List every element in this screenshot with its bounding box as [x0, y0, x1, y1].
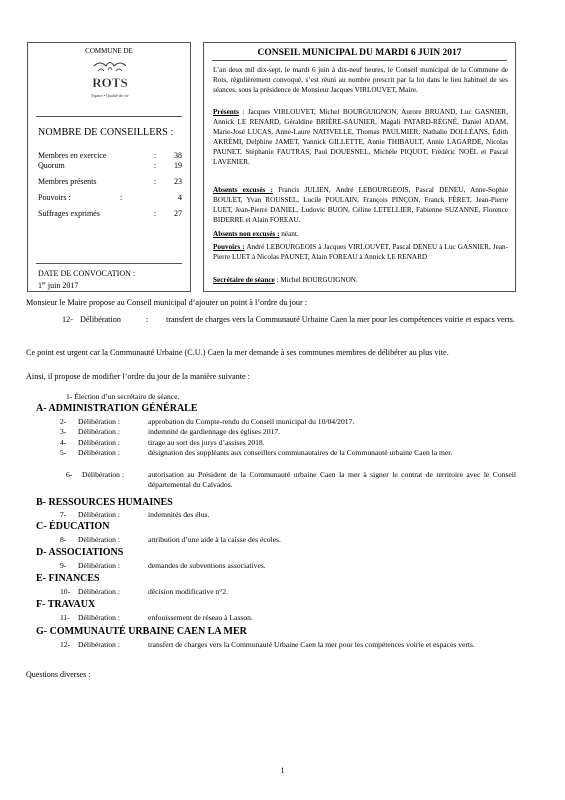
- commune-label: COMMUNE DE: [85, 47, 133, 55]
- section-e-title: E- FINANCES: [36, 573, 100, 584]
- stat-label: Membres en exercice: [38, 151, 107, 160]
- pouvoirs-paragraph: [213, 242, 508, 262]
- stat-value: 27: [174, 209, 182, 218]
- stat-value: 4: [178, 193, 182, 202]
- proposal-intro: Monsieur le Maire propose au Conseil municipal d’ajouter un point à l’ordre du jour :: [26, 298, 308, 307]
- stat-row: Suffrages exprimés : 27: [38, 209, 182, 218]
- urgency-paragraph: Ce point est urgent car la Communauté Urbaine (C.U.) Caen la mer demande à ses communes membres de délibérer au plus vite.: [26, 348, 449, 357]
- excuses-text: Francis JULIEN, André LEBOURGEOIS, Pascal DENEU, Anne-Sophie BOULET, Yvan ROUSSEL, Lucile POULAIN, François PINÇON, Franck FÉRET, Jean-Pierre LUET, Jean-Pierre DANIEL, Ludovic BUON, Céline LETELLIER, Fabienne SUZANNE, Florence BIDERRE et Alain FOREAU.: [213, 186, 509, 224]
- stat-row: Quorum : 19: [38, 161, 182, 170]
- non-excuses-paragraph: [213, 229, 508, 239]
- section-c-title: C- ÉDUCATION: [36, 521, 110, 532]
- stat-label: Quorum: [38, 161, 65, 170]
- proposal-paragraph: Ainsi, il propose de modifier l’ordre du jour de la manière suivante :: [26, 372, 250, 381]
- pouvoirs-text: André LEBOURGEOIS à Jacques VIRLOUVET, Pascal DENEU à Luc GASNIER, Jean-Pierre LUET à Nicolas PAUNET, Alain FOREAU à Annick LE RENARD: [213, 243, 509, 261]
- stat-row: Membres en exercice : 38: [38, 151, 182, 160]
- divider: [36, 116, 182, 117]
- logo-tagline: Espace • Qualité de vie: [91, 93, 129, 98]
- item-1: 1- Élection d’un secrétaire de séance.: [66, 392, 180, 401]
- pouvoirs-label: Pouvoirs :: [213, 243, 245, 251]
- divider: [212, 60, 507, 61]
- non-excuses-text: néant.: [279, 230, 299, 238]
- session-title: CONSEIL MUNICIPAL DU MARDI 6 JUIN 2017: [257, 48, 462, 58]
- section-f-title: F- TRAVAUX: [36, 599, 96, 610]
- stat-value: 19: [174, 161, 182, 170]
- section-g-title: G- COMMUNAUTÉ URBAINE CAEN LA MER: [36, 626, 247, 637]
- non-excuses-label: Absents non excusés :: [213, 230, 280, 238]
- questions-diverses: Questions diverses :: [26, 670, 91, 679]
- logo-name: ROTS: [92, 75, 128, 90]
- secretaire-text: : Michel BOURGUIGNON.: [274, 276, 358, 284]
- convocation-label: DATE DE CONVOCATION :: [38, 269, 136, 278]
- divider: [36, 263, 182, 264]
- section-b-title: B- RESSOURCES HUMAINES: [36, 497, 173, 508]
- stat-label: Membres présents: [38, 177, 97, 186]
- section-a-title: A- ADMINISTRATION GÉNÉRALE: [36, 403, 198, 414]
- conseillers-title: NOMBRE DE CONSEILLERS :: [38, 127, 174, 138]
- stat-value: 38: [174, 151, 182, 160]
- rots-logo-icon: [84, 58, 136, 100]
- secretaire-paragraph: [213, 275, 508, 285]
- commune-info-panel: [27, 42, 191, 292]
- stat-value: 23: [174, 177, 182, 186]
- presents-text: : Jacques VIRLOUVET, Michel BOURGUIGNON, Aurore BRUAND, Luc GASNIER, Annick LE RENARD, Géraldine BRIÈRE-SAUNIER, Magali PATARD-RÉGNÉ, Daniel ADAM, Marie-José LUCAS, Anne-Laure NATIVELLE, Thomas PAULMIER, Nathalie DOLLÉANS, Édith AKRÉMI, Delphine JAMET, Yannick GILLETTE, Annie THIBAULT, Annie LAGARDE, Nicolas PAUNET, Stéphanie FAUTRAS, Paul DOUESNEL, Michèle PIQUOT, Frédéric NOËL et Pascal LAVENIER.: [213, 108, 508, 166]
- secretaire-label: Secrétaire de séance: [213, 276, 275, 284]
- presents-label: Présents: [213, 108, 239, 116]
- council-session-panel: [203, 42, 516, 292]
- stat-row: Membres présents : 23: [38, 177, 182, 186]
- excuses-paragraph: [213, 185, 508, 225]
- stat-row: Pouvoirs : : 4: [38, 193, 182, 202]
- convocation-date: 1er juin 2017: [38, 281, 79, 290]
- session-intro: L’an deux mil dix-sept, le mardi 6 juin à dix-neuf heures, le Conseil municipal de la Commune de Rots, régulièrement convoqué, s’est réuni au nombre prescrit par la loi dans le lieu habituel de ses séances, sous la présidence de Monsieur Jacques VIRLOUVET, Maire.: [213, 66, 508, 94]
- page-number: 1: [280, 766, 285, 775]
- section-d-title: D- ASSOCIATIONS: [36, 547, 124, 558]
- presents-paragraph: [213, 107, 508, 167]
- excuses-label: Absents excusés :: [213, 186, 273, 194]
- stat-label: Suffrages exprimés: [38, 209, 100, 218]
- stat-label: Pouvoirs :: [38, 193, 71, 202]
